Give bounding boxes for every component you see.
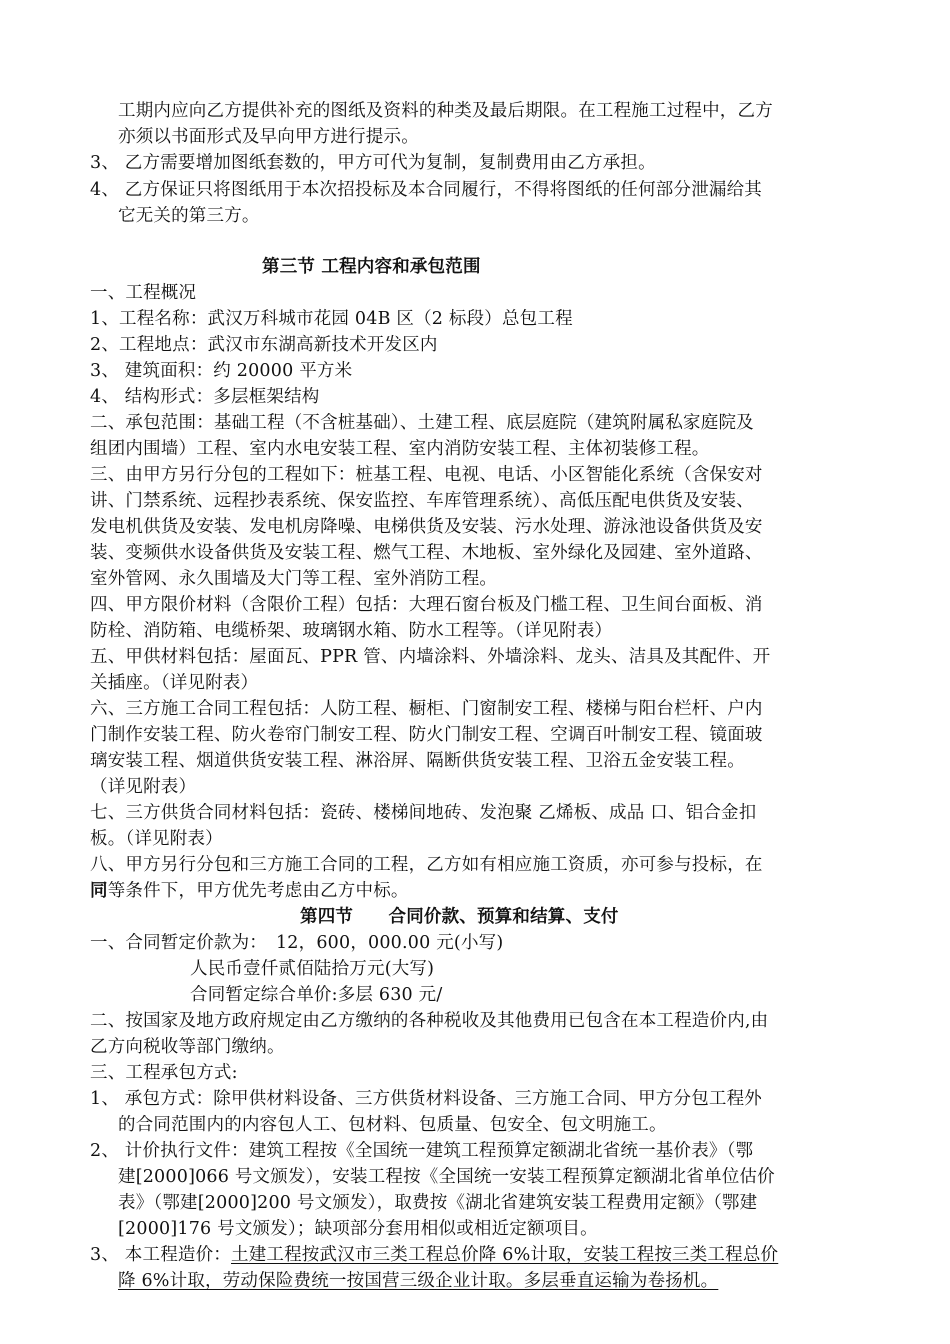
paragraph-line: 亦须以书面形式及早向甲方进行提示。: [118, 127, 419, 147]
paragraph-line: 室外管网、永久围墙及大门等工程、室外消防工程。: [90, 569, 498, 589]
paragraph-line: 一、工程概况: [90, 283, 197, 303]
paragraph-line: 人民币壹仟贰佰陆拾万元(大写): [190, 959, 435, 979]
line-text: 等条件下，甲方优先考虑由乙方中标。: [107, 881, 409, 901]
paragraph-line: 乙方向税收等部门缴纳。: [90, 1037, 285, 1057]
underlined-text: 土建工程按武汉市三类工程总价降 6%计取，安装工程按三类工程总价: [231, 1245, 779, 1265]
underlined-text: 降 6%计取，劳动保险费统一按国营三级企业计取。多层垂直运输为卷扬机。: [118, 1271, 719, 1291]
paragraph-line: 的合同范围内的内容包人工、包材料、包质量、包安全、包文明施工。: [118, 1115, 667, 1135]
list-item: [90, 1242, 778, 1268]
paragraph-line: [90, 878, 409, 904]
paragraph-line: 板。（详见附表）: [90, 829, 223, 849]
paragraph-line: 七、三方供货合同材料包括：瓷砖、楼梯间地砖、发泡聚 乙烯板、成品 口、铝合金扣: [90, 803, 757, 823]
paragraph-line: 五、甲供材料包括：屋面瓦、PPR 管、内墙涂料、外墙涂料、龙头、洁具及其配件、开: [90, 647, 771, 667]
paragraph-line: 组团内围墙）工程、室内水电安装工程、室内消防安装工程、主体初装修工程。: [90, 439, 710, 459]
line-text: 3、 本工程造价：: [90, 1245, 231, 1265]
paragraph-line: 璃安装工程、烟道供货安装工程、淋浴屏、隔断供货安装工程、卫浴五金安装工程。: [90, 751, 745, 771]
paragraph-line: 二、承包范围：基础工程（不含桩基础）、土建工程、底层庭院（建筑附属私家庭院及: [90, 413, 754, 433]
paragraph-line: 4、 结构形式：多层框架结构: [90, 387, 320, 407]
paragraph-line: 讲、门禁系统、远程抄表系统、保安监控、车库管理系统）、高低压配电供货及安装、: [90, 491, 754, 511]
paragraph-line: 装、变频供水设备供货及安装工程、燃气工程、木地板、室外绿化及园建、室外道路、: [90, 543, 763, 563]
paragraph-line: 二、按国家及地方政府规定由乙方缴纳的各种税收及其他费用已包含在本工程造价内,由: [90, 1011, 769, 1031]
section-heading-3: 第三节 工程内容和承包范围: [262, 257, 481, 277]
paragraph-line: （详见附表）: [90, 777, 197, 797]
section-heading-4: 第四节 合同价款、预算和结算、支付: [300, 907, 619, 927]
paragraph-line: 合同暂定综合单价:多层 630 元/: [190, 985, 443, 1005]
paragraph-line: 四、甲方限价材料（含限价工程）包括：大理石窗台板及门槛工程、卫生间台面板、消: [90, 595, 763, 615]
list-item: 3、 乙方需要增加图纸套数的，甲方可代为复制，复制费用由乙方承担。: [90, 153, 656, 173]
paragraph-line: [2000]176 号文颁发）；缺项部分套用相似或相近定额项目。: [118, 1219, 598, 1239]
paragraph-line: 2、工程地点：武汉市东湖高新技术开发区内: [90, 335, 438, 355]
paragraph-line: 发电机供货及安装、发电机房降噪、电梯供货及安装、污水处理、游泳池设备供货及安: [90, 517, 763, 537]
paragraph-line: 六、三方施工合同工程包括：人防工程、橱柜、门窗制安工程、楼梯与阳台栏杆、户内: [90, 699, 763, 719]
paragraph-line: 1、工程名称：武汉万科城市花园 04B 区（2 标段）总包工程: [90, 309, 573, 329]
paragraph-line: 建[2000]066 号文颁发），安装工程按《全国统一安装工程预算定额湖北省单位估价: [118, 1167, 775, 1187]
paragraph-line: 三、由甲方另行分包的工程如下：桩基工程、电视、电话、小区智能化系统（含保安对: [90, 465, 763, 485]
paragraph-line: 工期内应向乙方提供补充的图纸及资料的种类及最后期限。在工程施工过程中，乙方: [118, 101, 773, 121]
bold-char: 同: [90, 881, 108, 901]
paragraph-line: 它无关的第三方。: [118, 206, 260, 226]
paragraph-line: 3、 建筑面积：约 20000 平方米: [90, 361, 353, 381]
list-item: 1、 承包方式：除甲供材料设备、三方供货材料设备、三方施工合同、甲方分包工程外: [90, 1089, 762, 1109]
paragraph-line: 表》（鄂建[2000]200 号文颁发），取费按《湖北省建筑安装工程费用定额》（鄂建: [118, 1193, 758, 1213]
paragraph-line: 门制作安装工程、防火卷帘门制安工程、防火门制安工程、空调百叶制安工程、镜面玻: [90, 725, 763, 745]
paragraph-line: 三、工程承包方式:: [90, 1063, 238, 1083]
paragraph-line: 八、甲方另行分包和三方施工合同的工程，乙方如有相应施工资质，亦可参与投标，在: [90, 855, 763, 875]
list-item: 4、 乙方保证只将图纸用于本次招投标及本合同履行，不得将图纸的任何部分泄漏给其: [90, 180, 762, 200]
list-item: 2、 计价执行文件：建筑工程按《全国统一建筑工程预算定额湖北省统一基价表》（鄂: [90, 1141, 754, 1161]
paragraph-line: 一、合同暂定价款为： 12，600，000.00 元(小写): [90, 933, 504, 953]
paragraph-line: 关插座。（详见附表）: [90, 673, 259, 693]
paragraph-line: 防栓、消防箱、电缆桥架、玻璃钢水箱、防水工程等。（详见附表）: [90, 621, 613, 641]
